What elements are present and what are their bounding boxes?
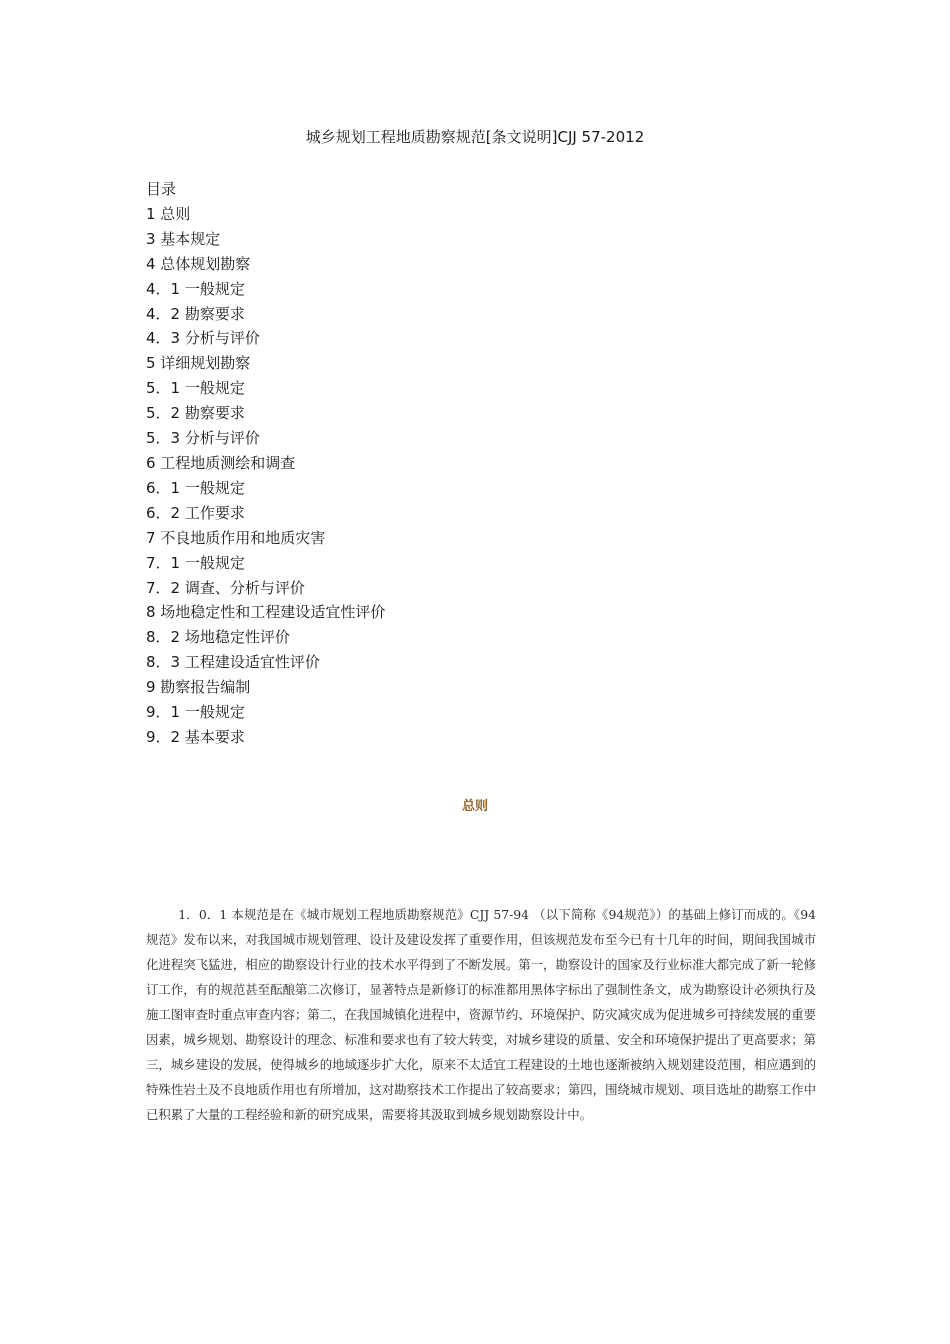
document-title: 城乡规划工程地质勘察规范[条文说明]CJJ 57-2012 — [305, 128, 645, 146]
toc-item[interactable]: 5．3 分析与评价 — [146, 429, 260, 448]
table-of-contents — [146, 177, 646, 750]
toc-item[interactable]: 9 勘察报告编制 — [146, 678, 251, 697]
toc-item[interactable]: 5 详细规划勘察 — [146, 354, 251, 373]
section-heading: 总则 — [461, 799, 488, 814]
toc-item[interactable]: 9．1 一般规定 — [146, 703, 245, 722]
toc-item[interactable]: 9．2 基本要求 — [146, 727, 245, 746]
toc-item[interactable]: 5．2 勘察要求 — [146, 404, 245, 423]
toc-heading: 目录 — [146, 180, 177, 198]
toc-item[interactable]: 8．2 场地稳定性评价 — [146, 628, 290, 647]
toc-item[interactable]: 4．1 一般规定 — [146, 279, 245, 298]
toc-item[interactable]: 7．2 调查、分析与评价 — [146, 578, 305, 597]
body-paragraph: 1．0．1 本规范是在《城市规划工程地质勘察规范》CJJ 57-94 （以下简称《94规范》）的基础上修订而成的。《94规范》发布以来，对我国城市规划管理、设计及建设发挥了重要作用，但该规范发布至今已有十几年的时间，期间我国城市化进程突飞猛进，相应的勘察设计行业的技术水平得到了不断发展。第一，勘察设计的国家及行业标准大都完成了新一轮修订工作，有的规范甚至酝酿第二次修订，显著特点是新修订的标准都用黑体字标出了强制性条文，成为勘察设计必须执行及施工图审查时重点审查内容；第二，在我国城镇化进程中，资源节约、环境保护、防灾减灾成为促进城乡可持续发展的重要因素，城乡规划、勘察设计的理念、标准和要求也有了较大转变，对城乡建设的质量、安全和环境保护提出了更高要求；第三，城乡建设的发展，使得城乡的地域逐步扩大化，原来不太适宜工程建设的土地也逐渐被纳入规划建设范围，相应遇到的特殊性岩土及不良地质作用也有所增加，这对勘察技术工作提出了较高要求；第四，围绕城市规划、项目选址的勘察工作中已积累了大量的工程经验和新的研究成果，需要将其汲取到城乡规划勘察设计中。 — [146, 907, 816, 1122]
toc-item[interactable]: 7 不良地质作用和地质灾害 — [146, 528, 326, 547]
toc-item[interactable]: 4 总体规划勘察 — [146, 254, 251, 273]
toc-item[interactable]: 7．1 一般规定 — [146, 553, 245, 572]
toc-item[interactable]: 6．1 一般规定 — [146, 478, 245, 497]
toc-item[interactable]: 5．1 一般规定 — [146, 379, 245, 398]
toc-item[interactable]: 8 场地稳定性和工程建设适宜性评价 — [146, 603, 386, 622]
toc-item[interactable]: 4．3 分析与评价 — [146, 329, 260, 348]
toc-item[interactable]: 4．2 勘察要求 — [146, 304, 245, 323]
toc-item[interactable]: 1 总则 — [146, 204, 191, 223]
toc-item[interactable]: 6．2 工作要求 — [146, 503, 245, 522]
toc-item[interactable]: 6 工程地质测绘和调查 — [146, 453, 296, 472]
toc-item[interactable]: 8．3 工程建设适宜性评价 — [146, 653, 320, 672]
toc-item[interactable]: 3 基本规定 — [146, 229, 221, 248]
